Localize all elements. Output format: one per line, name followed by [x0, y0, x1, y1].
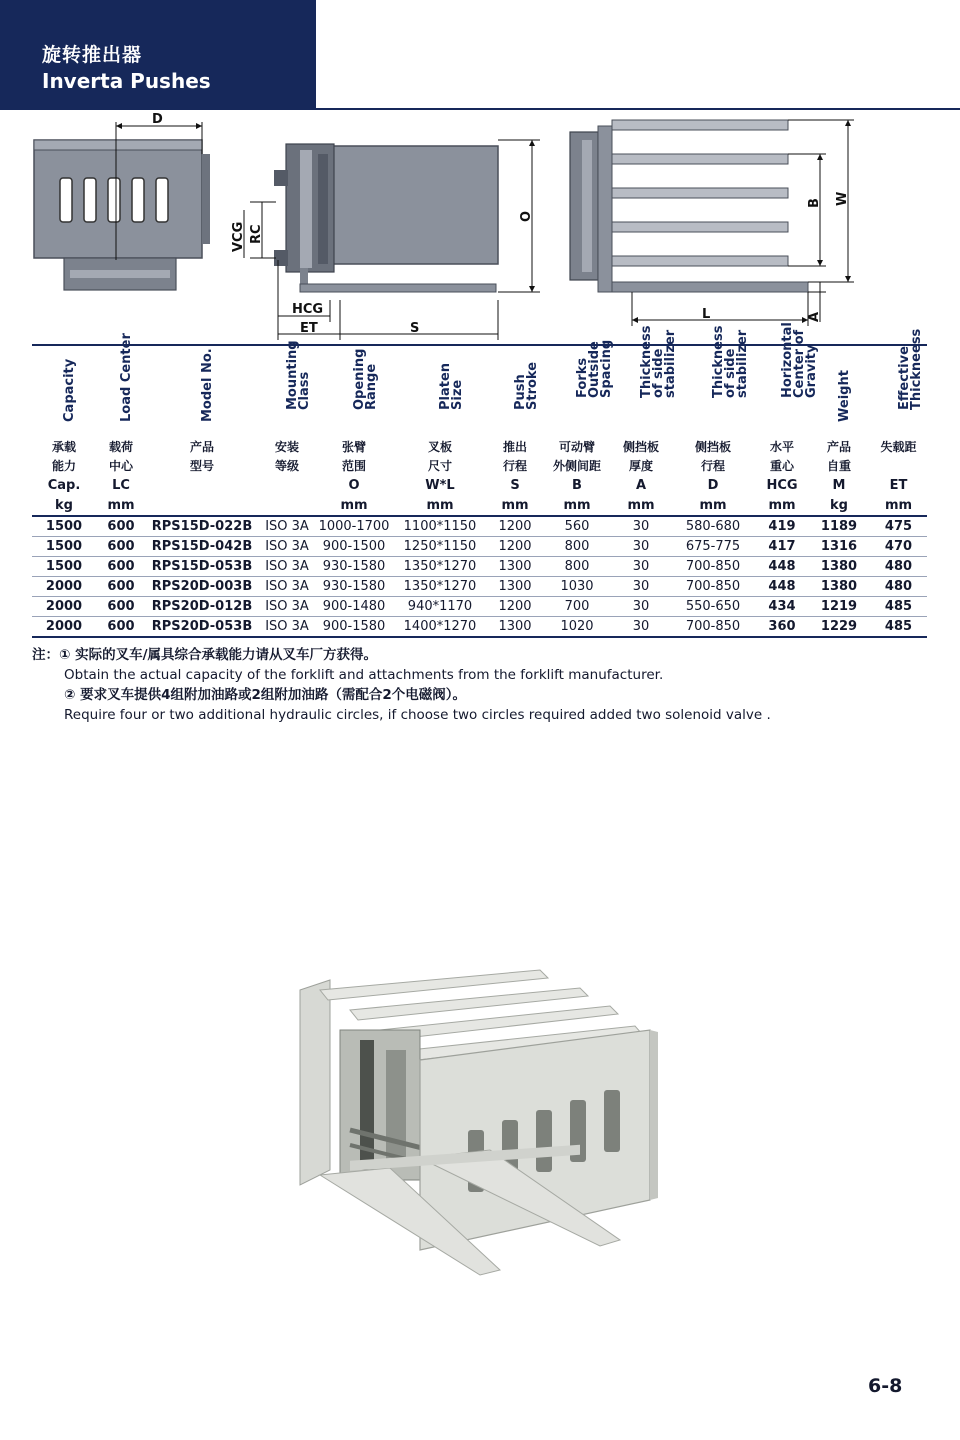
cell-platen: 1400*1270	[392, 617, 488, 638]
col-header-en: Opening Range	[352, 348, 379, 410]
col-header-en: Model No.	[200, 348, 215, 422]
col-header-en: Effective Thickneess	[896, 328, 924, 410]
col-header-en: Push Stroke	[513, 361, 540, 410]
cell-spacing: 1030	[542, 577, 612, 597]
table-row	[32, 577, 927, 597]
cell-weight: 1189	[808, 516, 870, 537]
cell-hcg: 448	[756, 577, 808, 597]
col-header-cn: 侧挡板	[622, 440, 659, 454]
cell-model: RPS15D-042B	[146, 537, 258, 557]
cell-et: 470	[870, 537, 927, 557]
cell-spacing: 800	[542, 557, 612, 577]
inverta-push-render	[290, 970, 670, 1280]
col-unit	[258, 496, 316, 516]
table-row	[32, 516, 927, 537]
cell-opening: 930-1580	[316, 577, 392, 597]
note-1-english: Obtain the actual capacity of the forklift and attachments from the forklift manufacturer.	[64, 667, 664, 683]
col-header-cn: 产品	[189, 440, 214, 454]
page-number: 6-8	[868, 1375, 903, 1397]
cell-opening: 900-1480	[316, 597, 392, 617]
cell-model: RPS20D-012B	[146, 597, 258, 617]
col-header-cn: 可动臂	[558, 440, 595, 454]
header-row-unit	[32, 496, 927, 516]
dim-label-hcg: HCG	[292, 302, 324, 317]
col-header-cn: 载荷	[108, 440, 133, 454]
dim-label-vcg: VCG	[231, 221, 246, 252]
cell-load-center: 600	[96, 516, 146, 537]
cell-stroke: 1300	[488, 577, 542, 597]
header-row-english	[32, 346, 927, 438]
notes-section	[32, 645, 932, 725]
cell-hcg: 417	[756, 537, 808, 557]
col-header-en: Load Center	[119, 333, 134, 422]
col-header-cn	[870, 457, 927, 476]
cell-model: RPS15D-053B	[146, 557, 258, 577]
title-chinese: 旋转推出器	[42, 44, 143, 66]
cell-capacity: 1500	[32, 557, 96, 577]
col-header-en: Mounting Class	[285, 340, 312, 410]
header-row-chinese-2	[32, 457, 927, 476]
col-header-cn: 承载	[51, 440, 76, 454]
col-header-cn: 外侧间距	[552, 459, 601, 473]
cell-weight: 1380	[808, 557, 870, 577]
col-symbol: HCG	[766, 478, 798, 493]
cell-platen: 1350*1270	[392, 577, 488, 597]
note-prefix: 注：	[32, 647, 59, 663]
side-view-drawing	[231, 140, 540, 340]
cell-travel: 700-850	[670, 557, 756, 577]
cell-load-center: 600	[96, 577, 146, 597]
title-english: Inverta Pushes	[42, 69, 211, 93]
dim-label-b: B	[807, 198, 822, 208]
col-header-en: Thickness of side stabilizer	[639, 325, 678, 398]
col-symbol: S	[510, 478, 520, 493]
cell-et: 475	[870, 516, 927, 537]
col-header-cn: 自重	[826, 459, 851, 473]
col-symbol	[146, 476, 258, 496]
cell-et: 480	[870, 577, 927, 597]
cell-stroke: 1200	[488, 597, 542, 617]
col-header-en: Weight	[837, 370, 852, 422]
col-header-cn: 水平	[769, 440, 794, 454]
col-header-cn: 重心	[769, 459, 794, 473]
table-row	[32, 557, 927, 577]
cell-hcg: 448	[756, 557, 808, 577]
col-header-en: Thickness of side stabilizer	[711, 325, 750, 398]
cell-model: RPS20D-053B	[146, 617, 258, 638]
col-unit: mm	[542, 496, 612, 516]
col-unit: mm	[612, 496, 670, 516]
note-1-cn-text: ① 实际的叉车/属具综合承载能力请从叉车厂方获得。	[59, 647, 378, 663]
col-unit: mm	[488, 496, 542, 516]
dim-label-et: ET	[300, 321, 318, 336]
note-2-chinese: ② 要求叉车提供4组附加油路或2组附加油路（需配合2个电磁阀）。	[64, 687, 467, 703]
cell-spacing: 560	[542, 516, 612, 537]
col-unit	[146, 496, 258, 516]
col-header-cn: 推出	[502, 440, 527, 454]
cell-stroke: 1200	[488, 537, 542, 557]
spec-table-grid	[32, 322, 927, 638]
cell-thickness: 30	[612, 577, 670, 597]
cell-opening: 900-1500	[316, 537, 392, 557]
cell-weight: 1219	[808, 597, 870, 617]
cell-capacity: 2000	[32, 617, 96, 638]
table-row	[32, 597, 927, 617]
col-symbol	[258, 476, 316, 496]
cell-capacity: 1500	[32, 516, 96, 537]
col-unit: kg	[32, 496, 96, 516]
col-symbol: W*L	[425, 478, 455, 493]
dim-label-rc: RC	[249, 224, 264, 244]
product-illustration	[290, 970, 670, 1280]
top-view-drawing	[570, 120, 854, 326]
drawing-svg	[0, 110, 960, 346]
spec-table	[32, 322, 927, 638]
cell-travel: 700-850	[670, 577, 756, 597]
col-symbol: O	[348, 478, 360, 493]
cell-et: 485	[870, 597, 927, 617]
col-header-cn: 尺寸	[427, 459, 452, 473]
col-header-en: Capacity	[62, 358, 77, 422]
cell-platen: 940*1170	[392, 597, 488, 617]
col-header-en: Platen Size	[438, 362, 465, 410]
col-header-en: Horizontal Center of Gravity	[780, 322, 819, 398]
front-view-drawing	[34, 112, 210, 290]
col-header-cn: 产品	[826, 440, 851, 454]
cell-travel: 675-775	[670, 537, 756, 557]
col-symbol: A	[635, 478, 647, 493]
col-header-cn: 侧挡板	[694, 440, 731, 454]
note-2-english: Require four or two additional hydraulic circles, if choose two circles required added two solenoid valve .	[64, 707, 771, 723]
cell-weight: 1316	[808, 537, 870, 557]
col-unit: mm	[756, 496, 808, 516]
col-symbol: Cap.	[47, 478, 81, 493]
dim-label-l: L	[702, 307, 711, 322]
cell-mounting: ISO 3A	[258, 577, 316, 597]
cell-stroke: 1300	[488, 557, 542, 577]
cell-et: 485	[870, 617, 927, 638]
cell-thickness: 30	[612, 557, 670, 577]
dim-label-s: S	[410, 321, 420, 336]
cell-opening: 1000-1700	[316, 516, 392, 537]
cell-thickness: 30	[612, 516, 670, 537]
cell-thickness: 30	[612, 537, 670, 557]
col-header-cn: 厚度	[628, 459, 653, 473]
cell-opening: 930-1580	[316, 557, 392, 577]
col-header-cn: 张臂	[341, 440, 366, 454]
col-symbol: M	[832, 478, 846, 493]
dim-label-d: D	[152, 112, 163, 127]
col-symbol: ET	[889, 478, 908, 493]
cell-mounting: ISO 3A	[258, 617, 316, 638]
col-unit: kg	[808, 496, 870, 516]
cell-model: RPS15D-022B	[146, 516, 258, 537]
cell-weight: 1229	[808, 617, 870, 638]
cell-load-center: 600	[96, 597, 146, 617]
col-symbol: B	[572, 478, 582, 493]
cell-et: 480	[870, 557, 927, 577]
col-unit: mm	[670, 496, 756, 516]
col-header-cn: 能力	[51, 459, 76, 473]
dim-label-o: O	[519, 210, 534, 222]
cell-stroke: 1300	[488, 617, 542, 638]
col-symbol: LC	[112, 478, 130, 493]
cell-hcg: 360	[756, 617, 808, 638]
dim-label-w: W	[835, 191, 850, 206]
cell-load-center: 600	[96, 617, 146, 638]
col-header-cn: 型号	[189, 459, 214, 473]
cell-spacing: 800	[542, 537, 612, 557]
cell-spacing: 1020	[542, 617, 612, 638]
col-header-cn: 范围	[341, 459, 366, 473]
cell-weight: 1380	[808, 577, 870, 597]
cell-mounting: ISO 3A	[258, 597, 316, 617]
col-symbol: D	[707, 478, 719, 493]
cell-travel: 550-650	[670, 597, 756, 617]
cell-capacity: 1500	[32, 537, 96, 557]
col-header-cn: 行程	[700, 459, 725, 473]
cell-thickness: 30	[612, 617, 670, 638]
cell-mounting: ISO 3A	[258, 516, 316, 537]
cell-spacing: 700	[542, 597, 612, 617]
col-header-cn: 中心	[108, 459, 133, 473]
cell-travel: 580-680	[670, 516, 756, 537]
table-row	[32, 617, 927, 638]
col-header-cn: 失载距	[880, 440, 917, 454]
cell-hcg: 419	[756, 516, 808, 537]
col-unit: mm	[316, 496, 392, 516]
cell-thickness: 30	[612, 597, 670, 617]
cell-model: RPS20D-003B	[146, 577, 258, 597]
col-unit: mm	[96, 496, 146, 516]
note-1-chinese	[32, 645, 932, 665]
col-header-cn: 安装	[274, 440, 299, 454]
cell-capacity: 2000	[32, 597, 96, 617]
cell-load-center: 600	[96, 557, 146, 577]
dim-label-a: A	[807, 311, 822, 322]
cell-capacity: 2000	[32, 577, 96, 597]
cell-load-center: 600	[96, 537, 146, 557]
cell-stroke: 1200	[488, 516, 542, 537]
header-row-chinese-1	[32, 438, 927, 457]
cell-travel: 700-850	[670, 617, 756, 638]
cell-hcg: 434	[756, 597, 808, 617]
cell-platen: 1100*1150	[392, 516, 488, 537]
table-row	[32, 537, 927, 557]
cell-opening: 900-1580	[316, 617, 392, 638]
col-header-en: Forks Outside Spacing	[575, 339, 614, 398]
cell-platen: 1250*1150	[392, 537, 488, 557]
cell-mounting: ISO 3A	[258, 557, 316, 577]
cell-platen: 1350*1270	[392, 557, 488, 577]
col-unit: mm	[392, 496, 488, 516]
col-header-cn: 等级	[274, 459, 299, 473]
col-header-cn: 叉板	[427, 440, 452, 454]
cell-mounting: ISO 3A	[258, 537, 316, 557]
header-row-symbol	[32, 476, 927, 496]
technical-drawings	[0, 110, 960, 346]
header-block	[0, 0, 316, 108]
col-unit: mm	[870, 496, 927, 516]
col-header-cn: 行程	[502, 459, 527, 473]
